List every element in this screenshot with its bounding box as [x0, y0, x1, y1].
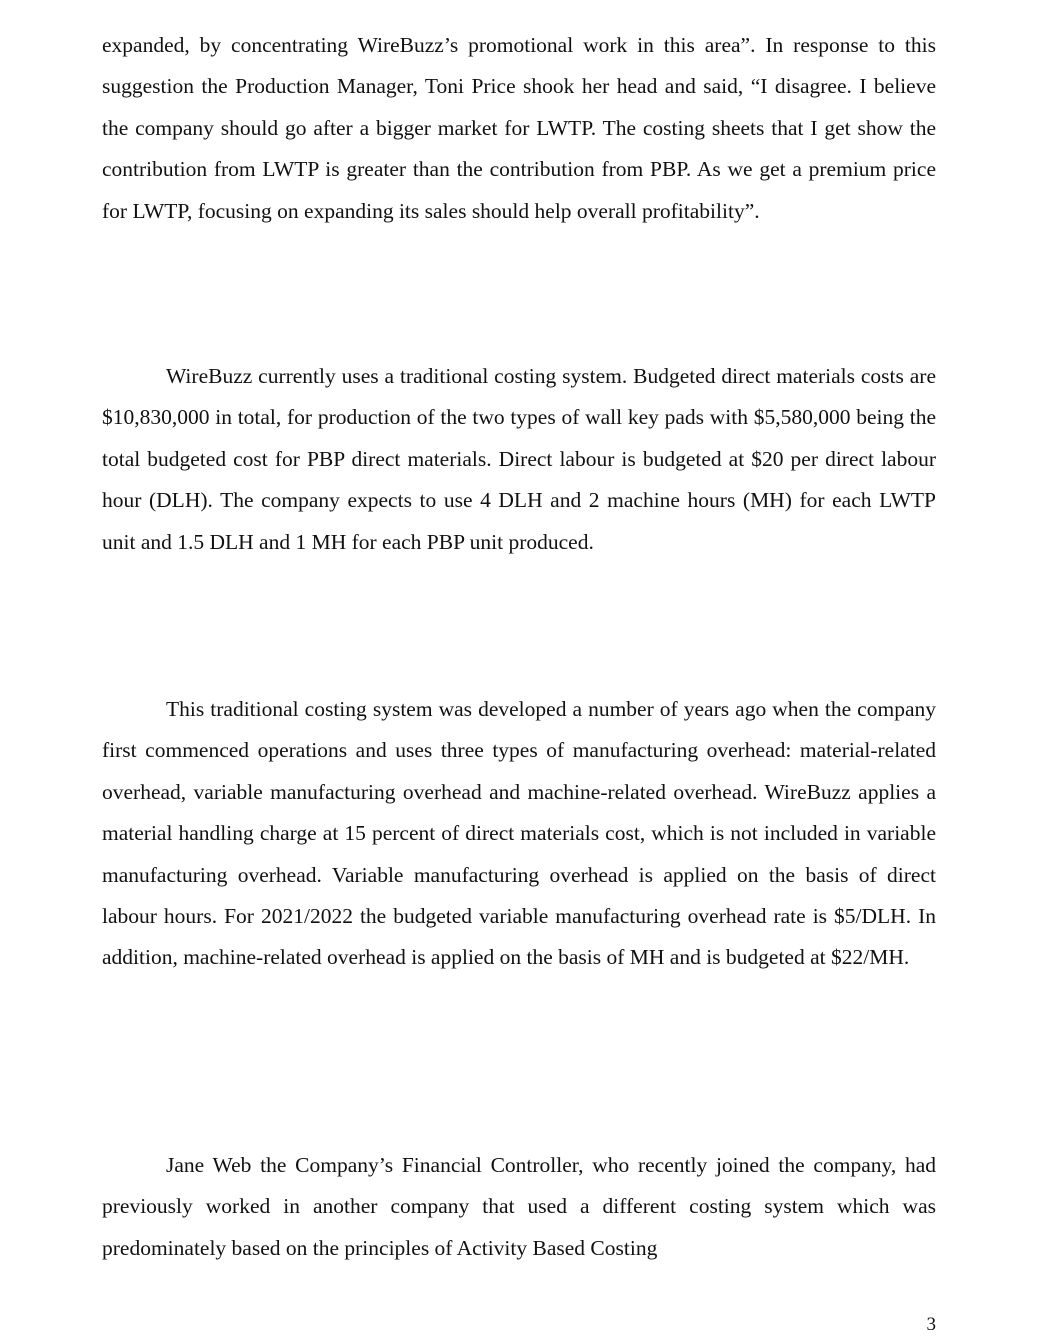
body-paragraph-3: This traditional costing system was developed a number of years ago when the company first commenced operations and uses three types of manufacturing overhead: material-related overhead, variable manufacturing overhead and machine-related overhead. WireBuzz applies a material handling charge at 15 percent of direct materials cost, which is not included in variable manufacturing overhead. Variable manufacturing overhead is applied on the basis of direct labour hours. For 2021/2022 the budgeted variable manufacturing overhead rate is $5/DLH. In addition, machine-related overhead is applied on the basis of MH and is budgeted at $22/MH. — [102, 697, 936, 970]
body-paragraph-1: expanded, by concentrating WireBuzz’s promotional work in this area”. In response to this suggestion the Production Manager, Toni Price shook her head and said, “I disagree. I believe the company should go after a bigger market for LWTP. The costing sheets that I get show the contribution from LWTP is greater than the contribution from PBP. As we get a premium price for LWTP, focusing on expanding its sales should help overall profitability”. — [102, 33, 936, 223]
body-paragraph-4: Jane Web the Company’s Financial Controller, who recently joined the company, had previously worked in another company that used a different costing system which was predominately based on the principles of Activity Based Costing — [102, 1153, 936, 1260]
body-paragraph-2: WireBuzz currently uses a traditional costing system. Budgeted direct materials costs are $10,830,000 in total, for production of the two types of wall key pads with $5,580,000 being the total budgeted cost for PBP direct materials. Direct labour is budgeted at $20 per direct labour hour (DLH). The company expects to use 4 DLH and 2 machine hours (MH) for each LWTP unit and 1.5 DLH and 1 MH for each PBP unit produced. — [102, 364, 936, 554]
page-number: 3 — [926, 1314, 936, 1335]
